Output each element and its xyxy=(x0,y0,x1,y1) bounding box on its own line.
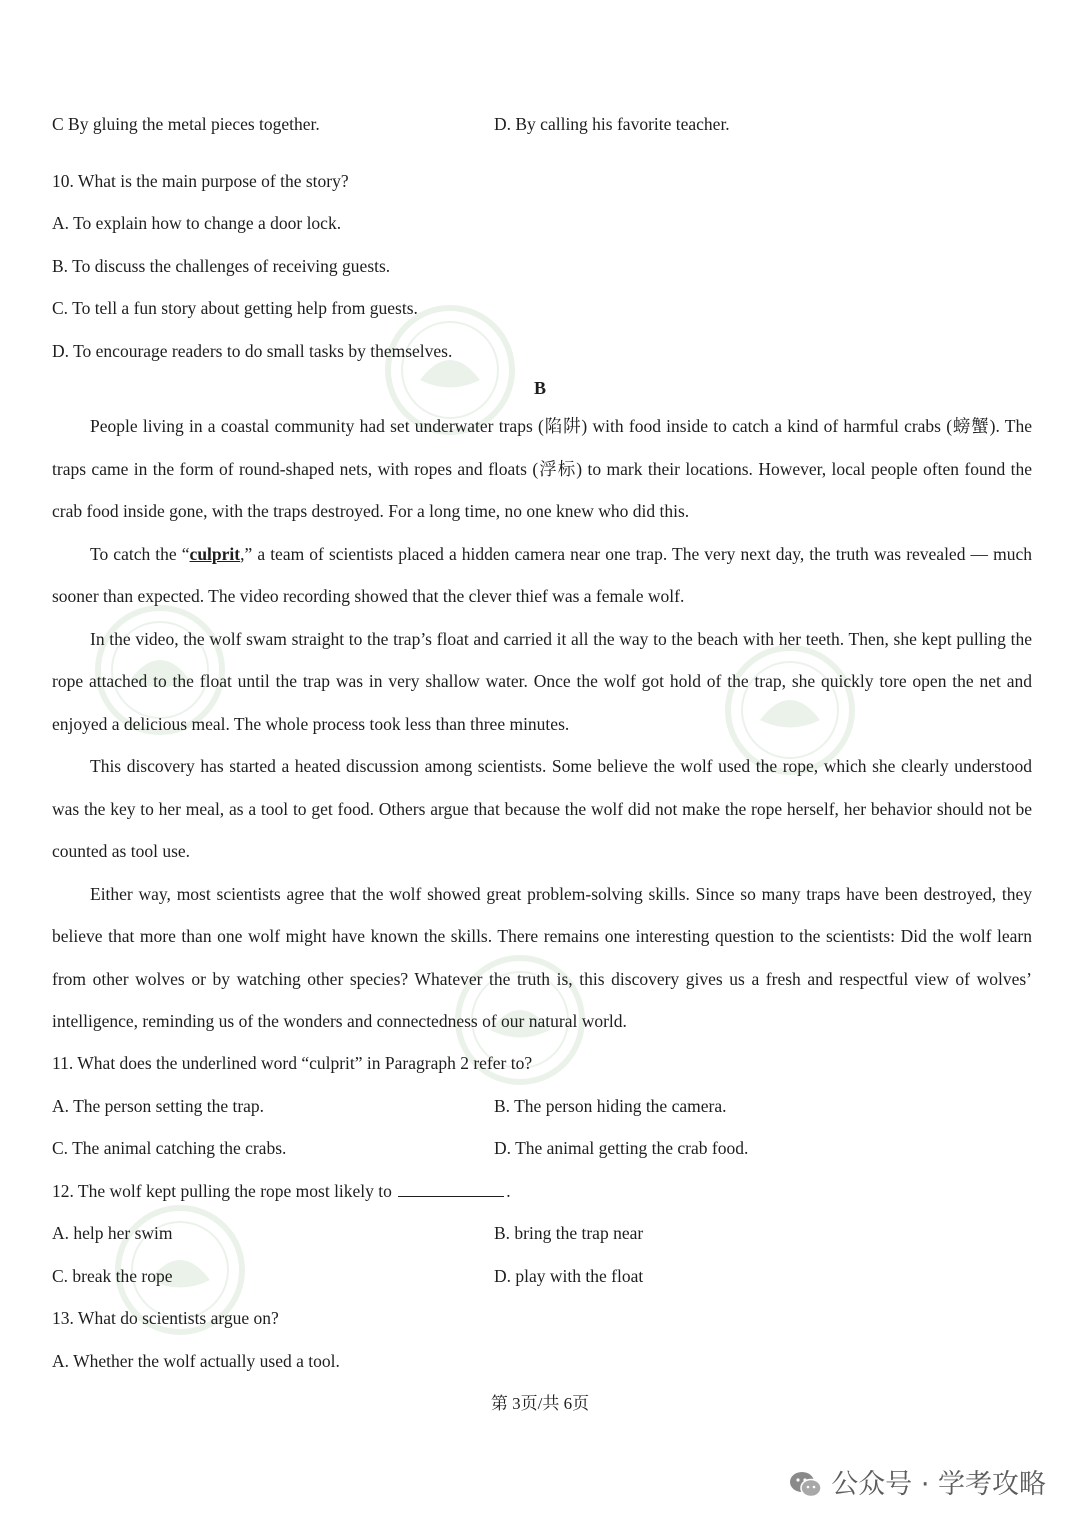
passage-b xyxy=(52,405,1032,1043)
passage-paragraph-5: Either way, most scientists agree that the wolf showed great problem-solving skills. Since so many traps have been destroyed, they believe that more than one wolf might have known the skills. There remains one interesting question to the scientists: Did the wolf learn from other wolves or by watching other species? Whatever the truth is, this discovery gives us a fresh and respectful view of wolves’ intelligence, reminding us of the wonders and connectedness of our natural world. xyxy=(52,883,1032,1031)
q10-option-d: D. To encourage readers to do small tasks by themselves. xyxy=(52,341,453,361)
q12-stem xyxy=(52,1179,511,1203)
q11-stem: 11. What does the underlined word “culprit” in Paragraph 2 refer to? xyxy=(52,1053,533,1073)
q9-option-c: C By gluing the metal pieces together. xyxy=(52,114,320,134)
q12-option-a: A. help her swim xyxy=(52,1223,173,1243)
passage-paragraph-1: People living in a coastal community had set underwater traps (陷阱) with food inside to catch a kind of harmful crabs (螃蟹). The traps came in the form of round-shaped nets, with ropes and floats (浮标) to mark their locations. However, local people often found the crab food inside gone, with the traps destroyed. For a long time, no one knew who did this. xyxy=(52,416,1032,521)
wechat-icon xyxy=(789,1471,823,1499)
q12-stem-end: . xyxy=(506,1181,511,1201)
q12-stem-text: 12. The wolf kept pulling the rope most likely to xyxy=(52,1181,392,1201)
page-number: 第 3页/共 6页 xyxy=(490,1394,590,1413)
q11-option-d: D. The animal getting the crab food. xyxy=(494,1138,749,1158)
q11-option-b: B. The person hiding the camera. xyxy=(494,1096,727,1116)
underlined-word-culprit: culprit xyxy=(189,543,241,564)
brand-text: 公众号 · 学考攻略 xyxy=(831,1469,1046,1500)
answer-blank xyxy=(398,1180,504,1197)
passage-paragraph-3: In the video, the wolf swam straight to the trap’s float and carried it all the way to the beach with her teeth. Then, she kept pulling the rope attached to the float until the trap was in very shallow water. Once the wolf got hold of the trap, she quickly tore open the net and enjoyed a delicious meal. The whole process took less than three minutes. xyxy=(52,628,1032,734)
q13-option-a: A. Whether the wolf actually used a tool. xyxy=(52,1351,340,1371)
passage-paragraph-2 xyxy=(52,533,1032,618)
passage-paragraph-4: This discovery has started a heated discussion among scientists. Some believe the wolf used the rope, which she clearly understood was the key to her meal, as a tool to get food. Others argue that because the wolf did not make the rope herself, her behavior should not be counted as tool use. xyxy=(52,756,1032,861)
q11-option-c: C. The animal catching the crabs. xyxy=(52,1138,287,1158)
q12-option-d: D. play with the float xyxy=(494,1266,644,1286)
brand-signature xyxy=(789,1467,1046,1503)
q10-option-b: B. To discuss the challenges of receiving guests. xyxy=(52,256,391,276)
paragraph-2-rest: ,” a team of scientists placed a hidden camera near one trap. The very next day, the truth was revealed — much sooner than expected. The video recording showed that the clever thief was a female wolf. xyxy=(52,543,1032,606)
q12-option-b: B. bring the trap near xyxy=(494,1223,644,1243)
section-label: B xyxy=(533,378,546,398)
q11-option-a: A. The person setting the trap. xyxy=(52,1096,265,1116)
q10-option-c: C. To tell a fun story about getting help from guests. xyxy=(52,298,418,318)
q12-option-c: C. break the rope xyxy=(52,1266,173,1286)
q10-stem: 10. What is the main purpose of the story? xyxy=(52,171,349,191)
q13-stem: 13. What do scientists argue on? xyxy=(52,1308,279,1328)
q9-option-d: D. By calling his favorite teacher. xyxy=(494,114,730,134)
q10-option-a: A. To explain how to change a door lock. xyxy=(52,213,342,233)
paragraph-2-lead: To catch the “ xyxy=(90,543,190,564)
